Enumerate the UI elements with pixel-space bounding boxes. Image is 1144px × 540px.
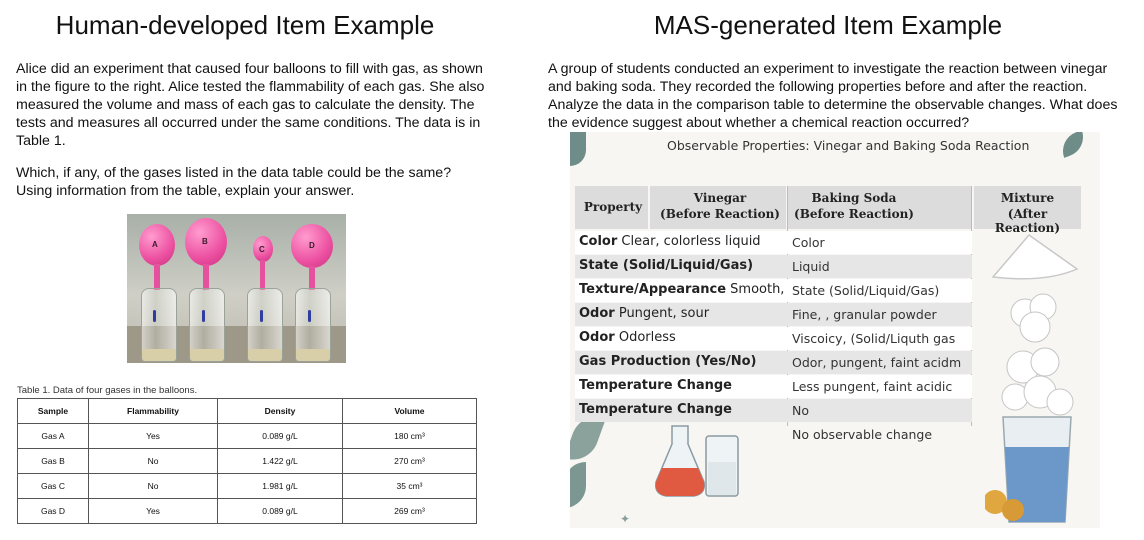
property-row: Gas Production (Yes/No) Odor, pungent, faint acidm <box>575 351 972 374</box>
property-row: Texture/Appearance Smooth, State (Solid/Liquid/Gas) <box>575 279 972 302</box>
cell-volume: 35 cm³ <box>343 474 477 499</box>
table-row <box>18 499 477 524</box>
cell-volume: 269 cm³ <box>343 499 477 524</box>
fizzing-mixture-illustration <box>985 227 1085 527</box>
cell-flammability: No <box>89 474 218 499</box>
property-row: Temperature Change Less pungent, faint acidic <box>575 375 972 398</box>
cell-volume: 270 cm³ <box>343 449 477 474</box>
gas-data-table <box>17 398 477 524</box>
table-row <box>18 474 477 499</box>
infographic-title: Observable Properties: Vinegar and Baking Soda Reaction <box>667 138 1030 153</box>
property-row: No observable change <box>792 427 933 442</box>
property-row: State (Solid/Liquid/Gas) Liquid <box>575 255 972 278</box>
right-heading: MAS-generated Item Example <box>653 10 1003 40</box>
property-row: Color Clear, colorless liquid Color <box>575 231 972 254</box>
beakers-illustration <box>654 422 744 502</box>
header-property: Property <box>583 200 643 214</box>
left-question-prompt: Which, if any, of the gases listed in the data table could be the same? Using information from the table, explain your answer. <box>16 165 452 199</box>
table-header-row <box>18 399 477 424</box>
bottle-d <box>295 288 331 362</box>
leaf-decoration <box>570 132 586 166</box>
table-caption: Table 1. Data of four gases in the balloons. <box>17 385 198 396</box>
cell-volume: 180 cm³ <box>343 424 477 449</box>
cell-density: 1.422 g/L <box>218 449 343 474</box>
leaf-decoration <box>570 462 586 508</box>
reaction-infographic <box>570 132 1100 528</box>
right-question-paragraph: A group of students conducted an experiment to investigate the reaction between vinegar and baking soda. They recorded the following properties before and after the reaction. Analyze the data in the comparison table to determine the observable changes. What does the evidence suggest about whether a chemical reaction occurred? <box>548 61 1118 131</box>
balloon-b-label: B <box>202 237 208 246</box>
cell-sample: Gas C <box>18 474 89 499</box>
cell-flammability: Yes <box>89 424 218 449</box>
cell-density: 0.089 g/L <box>218 424 343 449</box>
cell-flammability: No <box>89 449 218 474</box>
header-baking-soda: Baking Soda <box>811 191 897 205</box>
cell-sample: Gas A <box>18 424 89 449</box>
balloon-c-label: C <box>259 245 265 254</box>
cell-density: 1.981 g/L <box>218 474 343 499</box>
header-mixture-sub: (After Reaction) <box>994 207 1061 235</box>
table-row <box>18 449 477 474</box>
left-heading: Human-developed Item Example <box>55 10 435 40</box>
bottle-a <box>141 288 177 362</box>
header-sample: Sample <box>18 399 89 424</box>
header-mixture: Mixture <box>1000 191 1055 205</box>
bottle-c <box>247 288 283 362</box>
cell-sample: Gas D <box>18 499 89 524</box>
balloon-d-label: D <box>309 241 315 250</box>
leaf-decoration <box>1057 132 1088 158</box>
header-vinegar: Vinegar <box>693 191 747 205</box>
cell-density: 0.089 g/L <box>218 499 343 524</box>
header-flammability: Flammability <box>89 399 218 424</box>
property-row: Odor Pungent, sour Fine, , granular powder <box>575 303 972 326</box>
property-row: Odor Odorless Viscoicy, (Solid/Liquth gas <box>575 327 972 350</box>
grass-decoration: ✦ <box>620 512 631 526</box>
header-volume: Volume <box>343 399 477 424</box>
cell-sample: Gas B <box>18 449 89 474</box>
header-baking-soda-sub: (Before Reaction) <box>794 207 914 221</box>
balloon-a-label: A <box>152 240 158 249</box>
cell-flammability: Yes <box>89 499 218 524</box>
property-row: Temperature Change No <box>575 399 972 422</box>
left-question-paragraph: Alice did an experiment that caused four balloons to fill with gas, as shown in the figure to the right. Alice tested the flammability of each gas. She also measured the volume and mass of each gas to calculate the density. The tests and measures all occurred under the same conditions. The data is in Table 1. <box>16 61 485 149</box>
balloon-experiment-photo <box>127 214 346 363</box>
table-row <box>18 424 477 449</box>
header-vinegar-sub: (Before Reaction) <box>660 207 780 221</box>
bottle-b <box>189 288 225 362</box>
header-density: Density <box>218 399 343 424</box>
